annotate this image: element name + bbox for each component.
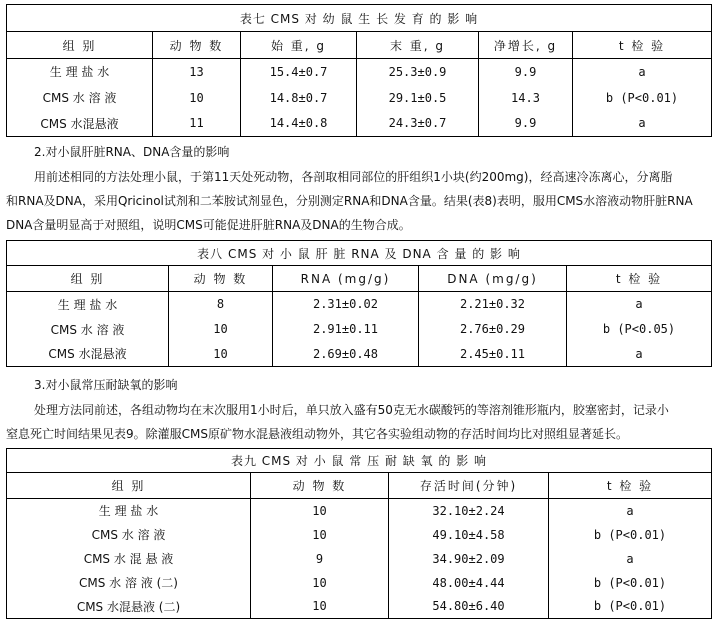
table-8-header: 动 物 数 — [169, 266, 273, 292]
table-cell: 2.21±0.32 — [419, 292, 567, 317]
table-7-header: t 检 验 — [573, 32, 712, 59]
table-cell: 14.8±0.7 — [241, 85, 357, 111]
table-cell: 32.10±2.24 — [389, 499, 549, 523]
table-cell: 生 理 盐 水 — [7, 59, 153, 85]
table-cell: a — [549, 499, 712, 523]
table-row — [7, 595, 712, 619]
table-cell: 10 — [251, 523, 389, 547]
table-9-header: 组 别 — [7, 473, 251, 499]
table-8 — [6, 240, 712, 367]
table-cell: a — [573, 111, 712, 137]
table-7 — [6, 4, 712, 137]
table-cell: 10 — [153, 85, 241, 111]
table-7-header: 末 重, g — [357, 32, 479, 59]
table-cell: CMS 水混悬液 — [7, 342, 169, 367]
table-cell: 49.10±4.58 — [389, 523, 549, 547]
table-9-header: 存活时间(分钟) — [389, 473, 549, 499]
table-cell: a — [549, 547, 712, 571]
table-cell: 10 — [251, 499, 389, 523]
paragraph-line: 窒息死亡时间结果见表9。除灌服CMS原矿物水混悬液组动物外，其它各实验组动物的存活时间均比对照组显著延长。 — [6, 427, 628, 441]
table-cell: 34.90±2.09 — [389, 547, 549, 571]
table-9-header: 动 物 数 — [251, 473, 389, 499]
table-cell: 15.4±0.7 — [241, 59, 357, 85]
table-cell: 14.3 — [479, 85, 573, 111]
table-cell: CMS 水 溶 液 (二) — [7, 571, 251, 595]
table-9-caption: 表九 CMS 对 小 鼠 常 压 耐 缺 氧 的 影 响 — [7, 449, 712, 473]
table-cell: 10 — [169, 317, 273, 342]
table-cell: 13 — [153, 59, 241, 85]
table-cell: a — [567, 292, 712, 317]
table-8-header: DNA (mg/g) — [419, 266, 567, 292]
table-8-caption: 表八 CMS 对 小 鼠 肝 脏 RNA 及 DNA 含 量 的 影 响 — [7, 241, 712, 266]
table-row — [7, 547, 712, 571]
table-row — [7, 111, 712, 137]
paragraph-line: 用前述相同的方法处理小鼠，于第11天处死动物，各剖取相同部位的肝组织1小块(约200mg)，经高速冷冻离心，分离脂 — [34, 170, 673, 184]
table-cell: 2.45±0.11 — [419, 342, 567, 367]
table-cell: 10 — [251, 571, 389, 595]
table-row — [7, 85, 712, 111]
table-7-header: 净增长, g — [479, 32, 573, 59]
table-cell: CMS 水 溶 液 — [7, 85, 153, 111]
table-cell: 54.80±6.40 — [389, 595, 549, 619]
table-7-header: 动 物 数 — [153, 32, 241, 59]
table-8-header: t 检 验 — [567, 266, 712, 292]
table-cell: 9.9 — [479, 111, 573, 137]
table-cell: 9 — [251, 547, 389, 571]
table-9 — [6, 448, 712, 619]
table-row — [7, 317, 712, 342]
table-cell: 生 理 盐 水 — [7, 292, 169, 317]
table-cell: 2.91±0.11 — [273, 317, 419, 342]
table-cell: CMS 水 溶 液 — [7, 523, 251, 547]
table-row — [7, 499, 712, 523]
table-cell: b (P<0.01) — [549, 523, 712, 547]
paragraph-line: DNA含量明显高于对照组，说明CMS可能促进肝脏RNA及DNA的生物合成。 — [6, 218, 411, 232]
table-8-header: RNA (mg/g) — [273, 266, 419, 292]
table-cell: a — [567, 342, 712, 367]
table-cell: b (P<0.01) — [549, 595, 712, 619]
table-cell: 2.31±0.02 — [273, 292, 419, 317]
table-cell: 25.3±0.9 — [357, 59, 479, 85]
table-cell: b (P<0.01) — [573, 85, 712, 111]
table-cell: CMS 水 溶 液 — [7, 317, 169, 342]
table-7-header: 始 重, g — [241, 32, 357, 59]
table-8-header: 组 别 — [7, 266, 169, 292]
table-cell: 10 — [169, 342, 273, 367]
table-cell: 10 — [251, 595, 389, 619]
table-cell: 8 — [169, 292, 273, 317]
section-3-heading: 3.对小鼠常压耐缺氧的影响 — [34, 378, 178, 392]
table-cell: 14.4±0.8 — [241, 111, 357, 137]
table-cell: b (P<0.01) — [549, 571, 712, 595]
table-row — [7, 59, 712, 85]
table-row — [7, 292, 712, 317]
paragraph-line: 处理方法同前述，各组动物均在末次服用1小时后，单只放入盛有50克无水碳酸钙的等溶剂锥形瓶内，胶塞密封，记录小 — [34, 403, 669, 417]
table-cell: a — [573, 59, 712, 85]
table-row — [7, 523, 712, 547]
table-cell: 生 理 盐 水 — [7, 499, 251, 523]
table-cell: CMS 水混悬液 (二) — [7, 595, 251, 619]
table-cell: 11 — [153, 111, 241, 137]
table-cell: 24.3±0.7 — [357, 111, 479, 137]
section-2-heading: 2.对小鼠肝脏RNA、DNA含量的影响 — [34, 145, 230, 159]
table-cell: 9.9 — [479, 59, 573, 85]
table-7-caption: 表七 CMS 对 幼 鼠 生 长 发 育 的 影 响 — [7, 5, 712, 32]
table-cell: CMS 水 混 悬 液 — [7, 547, 251, 571]
table-9-header: t 检 验 — [549, 473, 712, 499]
paragraph-line: 和RNA及DNA，采用Qricinol试剂和二苯胺试剂显色，分别测定RNA和DNA含量。结果(表8)表明，服用CMS水溶液动物肝脏RNA — [6, 194, 693, 208]
table-cell: 48.00±4.44 — [389, 571, 549, 595]
table-7-header: 组 别 — [7, 32, 153, 59]
table-cell: 2.69±0.48 — [273, 342, 419, 367]
table-cell: 2.76±0.29 — [419, 317, 567, 342]
table-cell: CMS 水混悬液 — [7, 111, 153, 137]
table-cell: 29.1±0.5 — [357, 85, 479, 111]
table-cell: b (P<0.05) — [567, 317, 712, 342]
table-row — [7, 342, 712, 367]
table-row — [7, 571, 712, 595]
